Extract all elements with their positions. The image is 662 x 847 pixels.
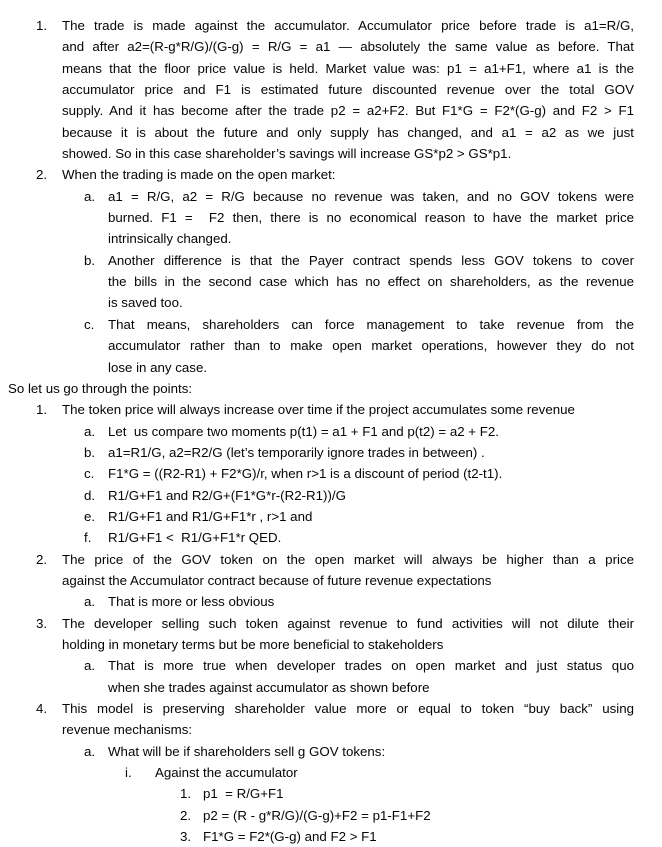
list-marker: a. [84, 743, 96, 759]
line-text: The token price will always increase over time if the project accumulates some revenue [62, 402, 575, 418]
text-line [8, 741, 634, 762]
text-line [8, 271, 634, 292]
text-line [8, 655, 634, 676]
list-marker: f. [84, 530, 92, 546]
text-line [8, 399, 634, 420]
line-text: Against the accumulator [155, 765, 298, 781]
text-line [8, 549, 634, 570]
line-text: That means, shareholders can force management to take revenue from the [108, 316, 634, 332]
list-marker: 1. [36, 18, 48, 33]
line-text: lose in any case. [108, 359, 208, 375]
line-text: burned. F1 = F2 then, there is no economical reason to have the market price [108, 210, 634, 226]
list-marker: e. [84, 508, 96, 524]
text-line [8, 485, 634, 506]
text-line [8, 463, 634, 484]
text-line [8, 143, 634, 164]
line-text: F1*G = ((R2-R1) + F2*G)/r, when r>1 is a discount of period (t2-t1). [108, 466, 503, 482]
line-text: a1=R1/G, a2=R2/G (let’s temporarily ignore trades in between) . [108, 444, 485, 460]
document-page [8, 15, 634, 847]
text-line [8, 783, 634, 804]
line-text: F1*G = F2*(G-g) and F2 > F1 [203, 829, 377, 845]
text-line [8, 762, 634, 783]
list-marker: 2. [36, 551, 48, 567]
text-line [8, 506, 634, 527]
line-text: When the trading is made on the open market: [62, 167, 336, 183]
text-line [8, 292, 634, 313]
line-text: p1 = R/G+F1 [203, 786, 284, 802]
text-line [8, 677, 634, 698]
line-text: supply. And it has become after the trade p2 = a2+F2. But F1*G = F2*(G-g) and F2 > F1 [62, 103, 634, 119]
line-text: p2 = (R - g*R/G)/(G-g)+F2 = p1-F1+F2 [203, 807, 431, 823]
list-marker: a. [84, 423, 96, 439]
text-line [8, 591, 634, 612]
list-marker: d. [84, 487, 96, 503]
line-text: accumulator price and F1 is estimated future discounted revenue over the total GOV [62, 82, 634, 98]
line-text: showed. So in this case shareholder’s savings will increase GS*p2 > GS*p1. [62, 146, 512, 162]
text-line [8, 421, 634, 442]
text-line [8, 335, 634, 356]
list-marker: a. [84, 188, 96, 204]
text-line [8, 527, 634, 548]
text-line [8, 442, 634, 463]
line-text: intrinsically changed. [108, 231, 232, 247]
line-text: means that the floor price value is held. Market value was: p1 = a1+F1, where a1 is the [62, 60, 634, 76]
line-text: That is more or less obvious [108, 594, 275, 610]
line-text: R1/G+F1 and R2/G+(F1*G*r-(R2-R1))/G [108, 487, 346, 503]
text-line [8, 570, 634, 591]
text-line [8, 378, 634, 399]
text-line [8, 357, 634, 378]
text-line [8, 186, 634, 207]
line-text: R1/G+F1 and R1/G+F1*r , r>1 and [108, 508, 313, 524]
line-text: revenue mechanisms: [62, 722, 193, 738]
line-text: a1 = R/G, a2 = R/G because no revenue was taken, and no GOV tokens were [108, 188, 634, 204]
list-marker: 2. [36, 167, 48, 183]
text-line [8, 719, 634, 740]
line-text: holding in monetary terms but be more beneficial to stakeholders [62, 636, 444, 652]
list-marker: 2. [180, 807, 192, 823]
line-text: the bills in the second case which has no effect on shareholders, as the revenue [108, 274, 634, 290]
text-line [8, 613, 634, 634]
list-marker: 3. [180, 829, 192, 845]
list-marker: a. [84, 658, 96, 674]
text-line [8, 58, 634, 79]
line-text: Another difference is that the Payer contract spends less GOV tokens to cover [108, 252, 634, 268]
list-marker: b. [84, 252, 96, 268]
line-text: This model is preserving shareholder value more or equal to token “buy back” using [62, 701, 634, 716]
line-text: The price of the GOV token on the open market will always be higher than a price [62, 551, 634, 567]
text-line [8, 826, 634, 847]
list-marker: c. [84, 466, 95, 482]
line-text: So let us go through the points: [8, 380, 193, 396]
line-text: against the Accumulator contract because of future revenue expectations [62, 572, 492, 588]
line-text: is saved too. [108, 295, 183, 311]
text-line [8, 79, 634, 100]
line-text: The trade is made against the accumulator. Accumulator price before trade is a1=R/G, [62, 18, 634, 33]
list-marker: b. [84, 444, 96, 460]
line-text: because it is about the future and only supply has changed, and a1 = a2 as we just [62, 124, 634, 140]
list-marker: 4. [36, 701, 48, 716]
line-text: The developer selling such token against revenue to fund activities will not dilute their [62, 615, 634, 631]
list-marker: c. [84, 316, 95, 332]
text-line [8, 122, 634, 143]
line-text: R1/G+F1 < R1/G+F1*r QED. [108, 530, 282, 546]
text-line [8, 698, 634, 719]
text-line [8, 228, 634, 249]
text-line [8, 314, 634, 335]
line-text: That is more true when developer trades on open market and just status quo [108, 658, 634, 674]
text-line [8, 207, 634, 228]
list-marker: i. [125, 765, 132, 781]
text-line [8, 634, 634, 655]
text-line [8, 164, 634, 185]
list-marker: 3. [36, 615, 48, 631]
line-text: What will be if shareholders sell g GOV tokens: [108, 743, 386, 759]
list-marker: 1. [36, 402, 48, 418]
text-line [8, 100, 634, 121]
line-text: accumulator rather than to make open market operations, however they do not [108, 338, 634, 354]
line-text: when she trades against accumulator as shown before [108, 679, 430, 695]
line-text: Let us compare two moments p(t1) = a1 + F1 and p(t2) = a2 + F2. [108, 423, 499, 439]
line-text: and after a2=(R-g*R/G)/(G-g) = R/G = a1 — absolutely the same value as before. That [62, 39, 634, 55]
text-line [8, 250, 634, 271]
text-line [8, 36, 634, 57]
text-line [8, 15, 634, 36]
text-line [8, 805, 634, 826]
list-marker: a. [84, 594, 96, 610]
list-marker: 1. [180, 786, 192, 802]
